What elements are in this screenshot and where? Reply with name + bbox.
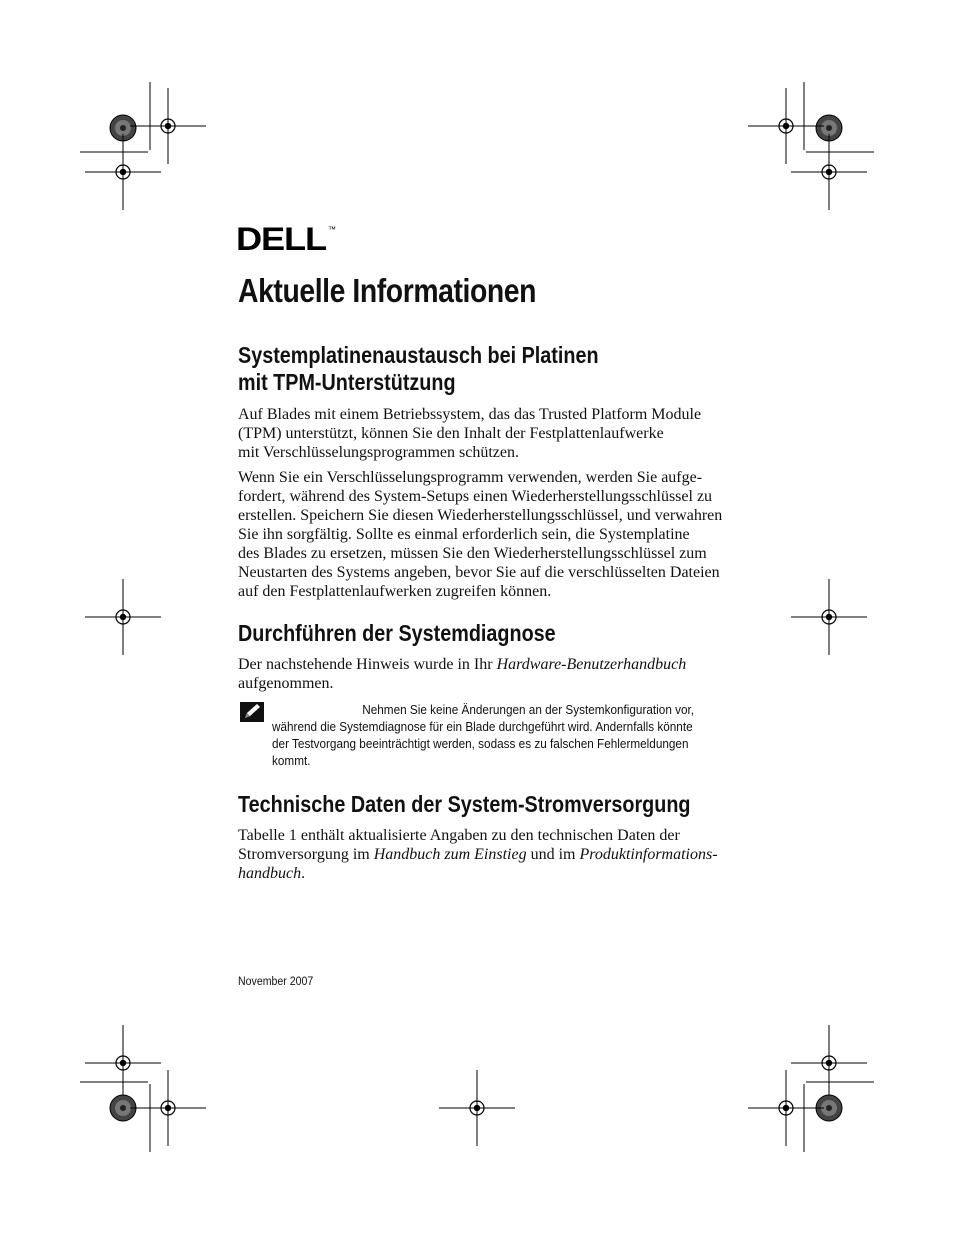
- svg-text:DELL: DELL: [236, 221, 327, 254]
- registration-mark-icon: [791, 579, 867, 655]
- footer-date: November 2007: [238, 976, 314, 988]
- paragraph-diagnostics-intro: Der nachstehende Hinweis wurde in Ihr Hardware-Benutzerhandbuch aufgenommen.: [238, 656, 687, 692]
- section-heading-power-supply: Technische Daten der System-Stromversorgung: [238, 791, 691, 817]
- registration-mark-icon: [439, 1070, 515, 1146]
- registration-mark-icon: [791, 134, 867, 210]
- svg-text:™: ™: [328, 225, 336, 234]
- note-pencil-icon: [240, 702, 264, 722]
- registration-mark-icon: [130, 1070, 206, 1146]
- dell-logo: [236, 220, 346, 254]
- paragraph-tpm-recovery: Wenn Sie ein Verschlüsselungsprogramm verwenden, werden Sie aufge- fordert, während des System-Setups einen Wiederherstellungsschlüssel zu erstellen. Speichern Sie diesen Wiederherstellungsschlüssel, und verwahren Sie ihn sorgfältig. Sollte es einmal erforderlich sein, die Systemplatine des Blades zu ersetzen, müssen Sie den Wiederherstellungsschlüssel zum Neustarten des Systems angeben, bevor Sie auf die verschlüsselten Dateien auf den Festplattenlaufwerken zugreifen können.: [238, 469, 723, 600]
- section-heading-diagnostics: Durchführen der Systemdiagnose: [238, 620, 556, 646]
- section-heading-tpm: Systemplatinenaustausch bei Platinen mit TPM-Unterstützung: [238, 342, 599, 395]
- registration-mark-icon: [748, 1070, 824, 1146]
- paragraph-tpm-intro: Auf Blades mit einem Betriebssystem, das das Trusted Platform Module (TPM) unterstützt, können Sie den Inhalt der Festplattenlaufwerke mit Verschlüsselungsprogrammen schützen.: [238, 406, 702, 461]
- registration-mark-icon: [85, 579, 161, 655]
- page-title: Aktuelle Informationen: [238, 272, 537, 309]
- registration-mark-icon: [748, 88, 824, 164]
- note-text: Nehmen Sie keine Änderungen an der Systemkonfiguration vor, während die Systemdiagnose für ein Blade durchgeführt wird. Andernfalls könnte der Testvorgang beeinträchtigt werden, sodass es zu falschen Fehlermeldungen kommt.: [272, 703, 695, 768]
- registration-mark-icon: [791, 1025, 867, 1101]
- paragraph-power-supply: Tabelle 1 enthält aktualisierte Angaben zu den technischen Daten der Stromversorgung im Handbuch zum Einstieg und im Produktinformations- handbuch.: [238, 827, 718, 882]
- registration-mark-icon: [130, 88, 206, 164]
